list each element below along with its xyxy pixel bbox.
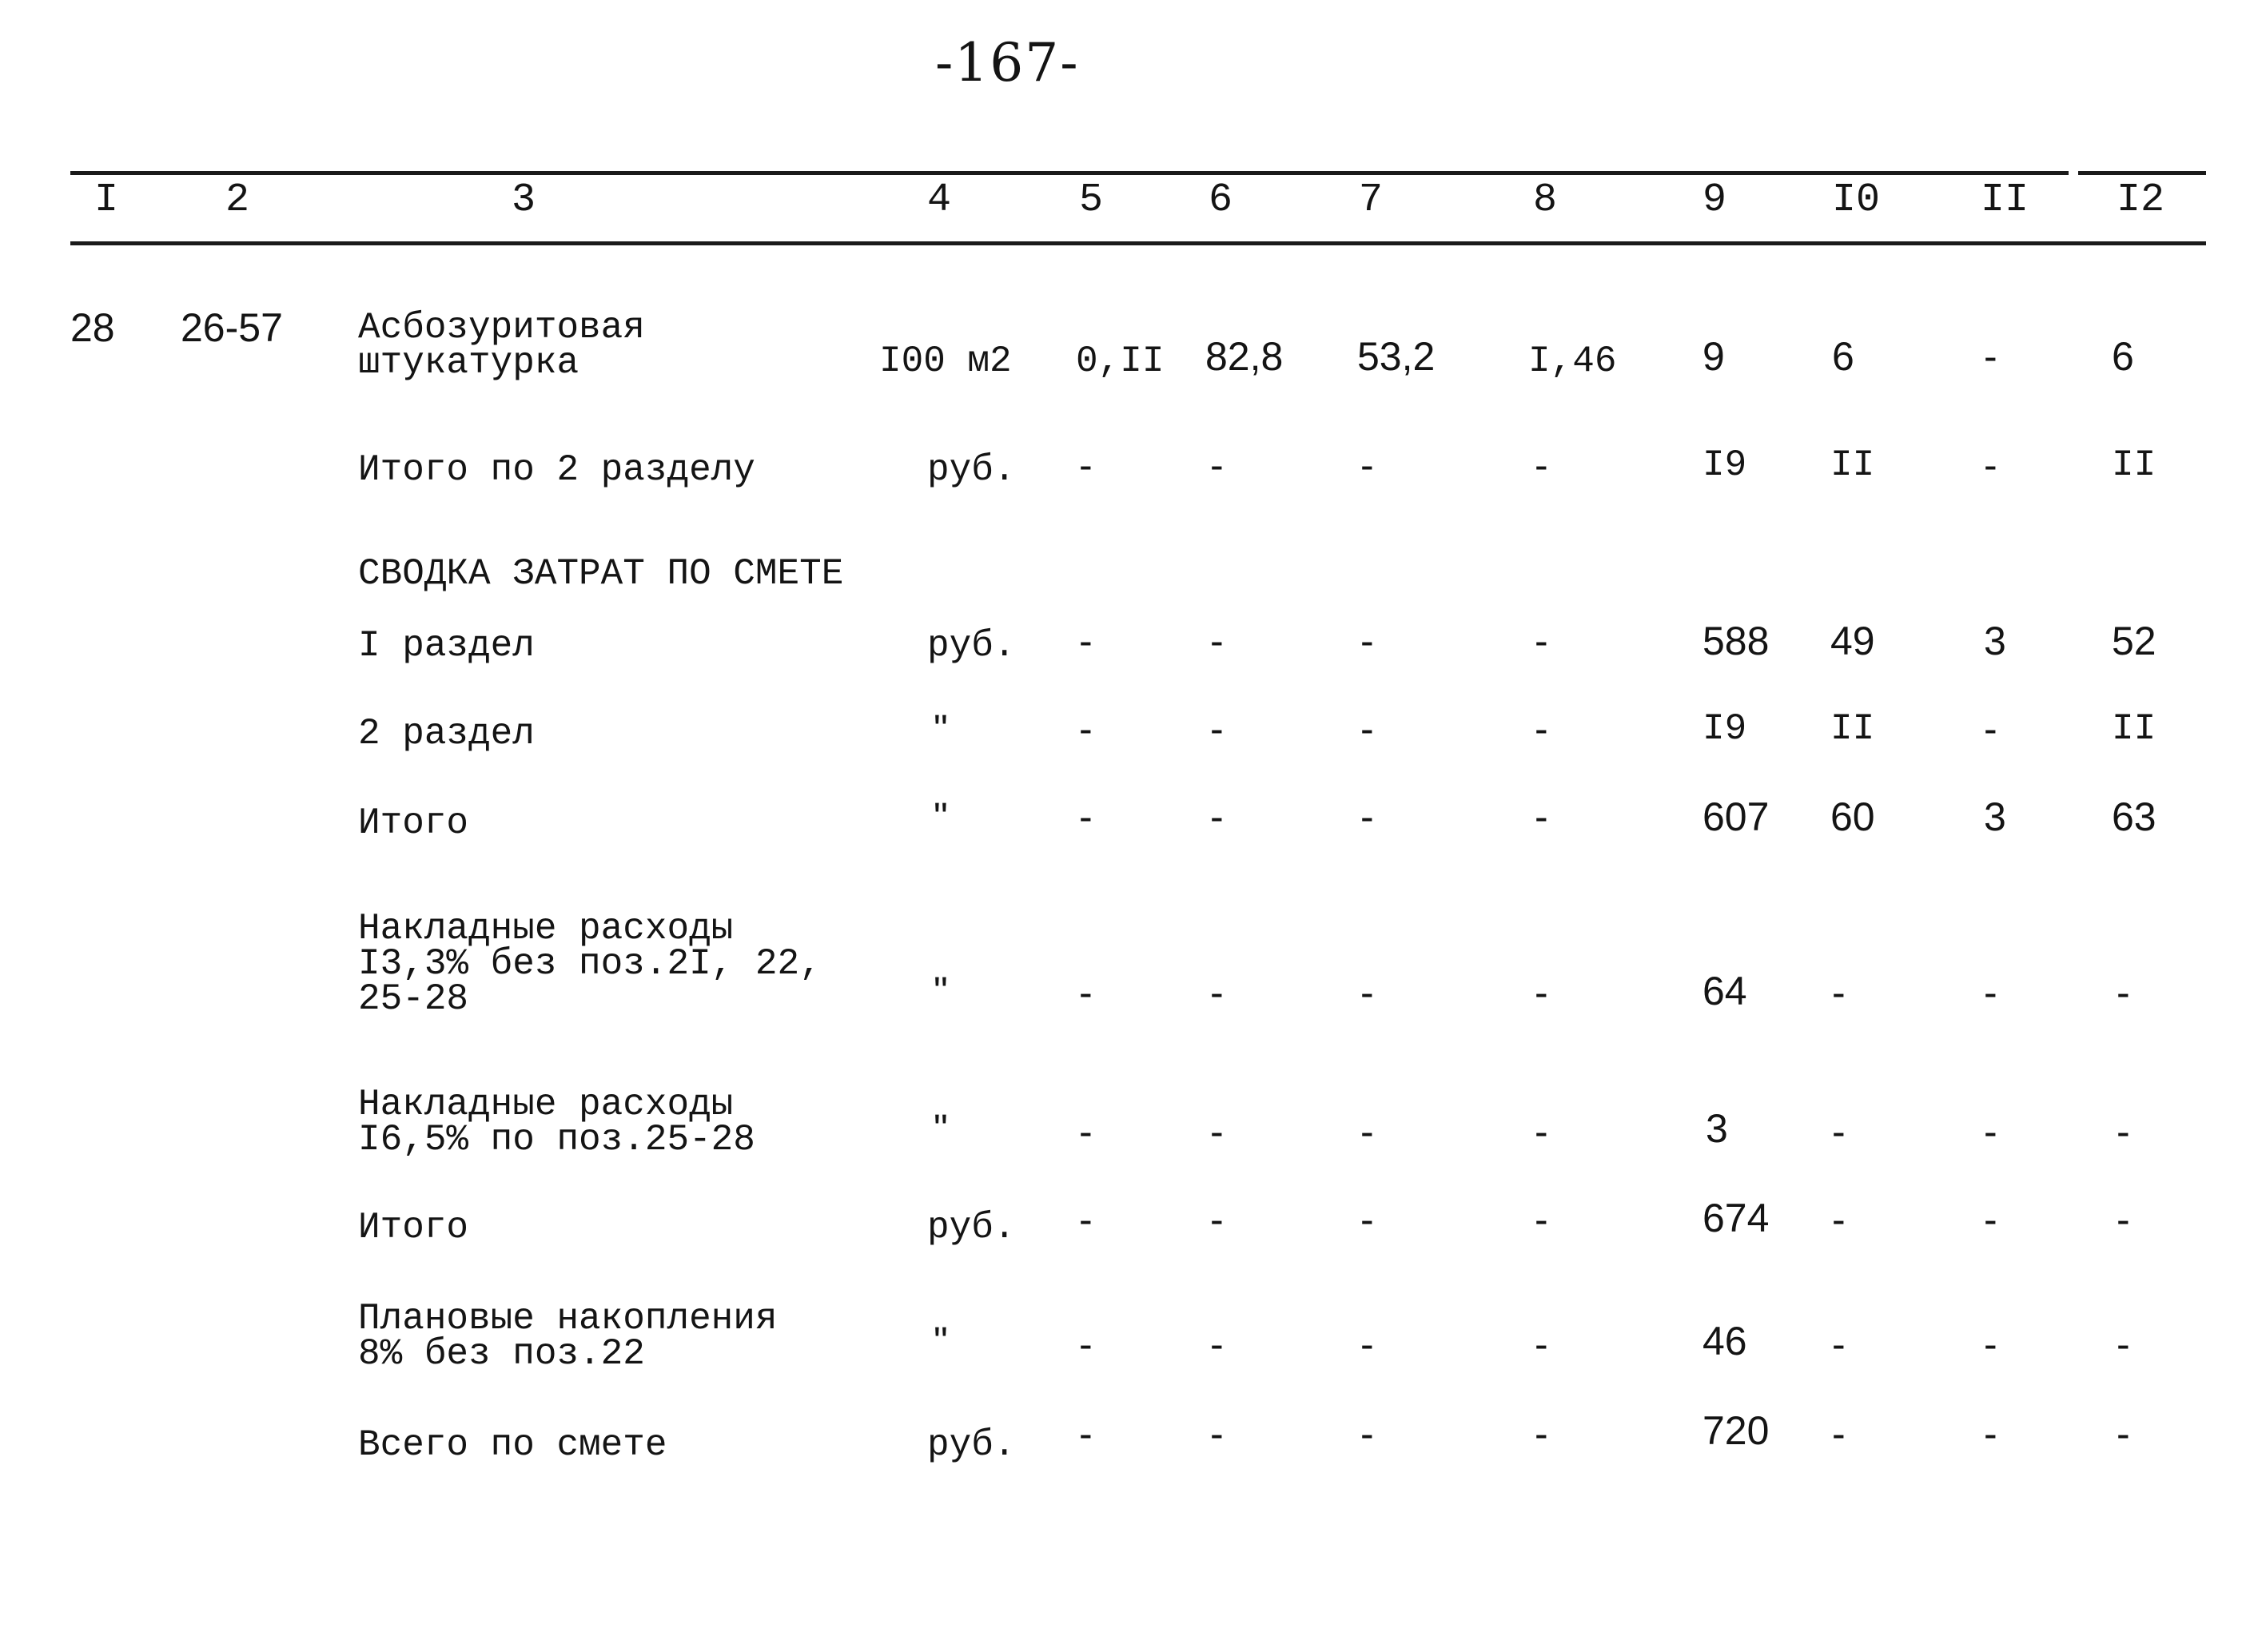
cell-col-6: - <box>1210 794 1224 839</box>
cell-col-7: - <box>1360 443 1374 488</box>
cell-col-12: II <box>2112 444 2156 486</box>
cell-col-11: - <box>1984 443 1997 488</box>
page-number: -167- <box>935 32 1080 94</box>
cell-col-5: 0,II <box>1076 340 1165 382</box>
cell-description-line: Накладные расходы <box>358 908 734 949</box>
cell-col-10: - <box>1832 1197 1846 1242</box>
cell-col-10: 60 <box>1830 794 1875 839</box>
cell-col-10: 6 <box>1832 334 1854 379</box>
cell-description-line: 25-28 <box>358 978 469 1020</box>
cell-col-10: 49 <box>1830 619 1875 663</box>
cell-col-9: I9 <box>1702 708 1747 750</box>
header-col-8: 8 <box>1533 177 1558 223</box>
cell-col-11: - <box>1984 334 1997 379</box>
cell-description-line: Всего по смете <box>358 1424 667 1466</box>
cell-position-number: 28 <box>70 305 115 350</box>
cell-col-12: - <box>2117 1109 2130 1154</box>
cell-unit: руб. <box>927 449 1016 491</box>
cell-col-6: - <box>1210 619 1224 663</box>
cell-col-12: 6 <box>2112 334 2134 379</box>
table-header-bottom-rule <box>70 241 2206 245</box>
cell-col-5: - <box>1079 443 1093 488</box>
header-col-4: 4 <box>927 177 952 223</box>
cell-col-11: - <box>1984 970 1997 1015</box>
cell-col-8: I,46 <box>1528 340 1617 382</box>
cell-col-8: - <box>1535 1197 1548 1242</box>
cell-col-8: - <box>1535 970 1548 1015</box>
header-col-12: I2 <box>2117 177 2165 223</box>
header-col-9: 9 <box>1702 177 1727 223</box>
header-col-11: II <box>1981 177 2029 223</box>
cell-col-7: - <box>1360 1109 1374 1154</box>
cell-col-5: - <box>1079 794 1093 839</box>
cell-description-line: Накладные расходы <box>358 1084 734 1125</box>
cell-col-11: - <box>1984 1411 1997 1456</box>
cell-col-5: - <box>1079 619 1093 663</box>
cell-col-9: 720 <box>1702 1408 1770 1453</box>
cell-col-8: - <box>1535 1109 1548 1154</box>
cell-unit: I00 м2 <box>879 340 1012 382</box>
cell-col-7: - <box>1360 970 1374 1015</box>
cell-col-8: - <box>1535 1322 1548 1367</box>
cell-description-line: I3,3% без поз.2I, 22, <box>358 943 822 985</box>
section-heading: СВОДКА ЗАТРАТ ПО СМЕТЕ <box>358 553 844 595</box>
cell-col-10: - <box>1832 1109 1846 1154</box>
cell-col-5: - <box>1079 1411 1093 1456</box>
cell-col-7: - <box>1360 1197 1374 1242</box>
cell-col-7: - <box>1360 794 1374 839</box>
cell-col-12: - <box>2117 970 2130 1015</box>
cell-description-line: Итого <box>358 802 469 844</box>
cell-col-9: 9 <box>1702 334 1725 379</box>
cell-col-5: - <box>1079 707 1093 751</box>
cell-col-11: - <box>1984 1322 1997 1367</box>
header-col-7: 7 <box>1359 177 1384 223</box>
cell-col-8: - <box>1535 794 1548 839</box>
table-top-rule-col12 <box>2078 171 2206 175</box>
cell-description-line: Плановые накопления <box>358 1298 778 1340</box>
header-col-6: 6 <box>1209 177 1233 223</box>
header-col-5: 5 <box>1079 177 1104 223</box>
table-top-rule <box>70 171 2069 175</box>
cell-col-6: - <box>1210 1109 1224 1154</box>
cell-col-8: - <box>1535 619 1548 663</box>
cell-col-10: - <box>1832 970 1846 1015</box>
cell-description-line: Итого по 2 разделу <box>358 449 755 491</box>
cell-col-8: - <box>1535 443 1548 488</box>
cell-col-7: - <box>1360 1322 1374 1367</box>
cell-unit: руб. <box>927 1207 1016 1248</box>
cell-col-11: - <box>1984 1109 1997 1154</box>
cell-unit: " <box>934 1106 948 1151</box>
cell-col-5: - <box>1079 1322 1093 1367</box>
cell-col-11: 3 <box>1984 794 2006 839</box>
cell-col-6: - <box>1210 1411 1224 1456</box>
cell-col-12: 63 <box>2112 794 2156 839</box>
cell-col-6: - <box>1210 443 1224 488</box>
cell-col-10: II <box>1830 708 1875 750</box>
cell-col-6: - <box>1210 707 1224 751</box>
cell-col-12: - <box>2117 1322 2130 1367</box>
cell-col-5: - <box>1079 1197 1093 1242</box>
cell-col-9: 607 <box>1702 794 1770 839</box>
cell-unit: " <box>934 707 948 751</box>
cell-unit: руб. <box>927 625 1016 667</box>
cell-description-line: 2 раздел <box>358 713 535 754</box>
cell-col-6: - <box>1210 1197 1224 1242</box>
cell-col-7: - <box>1360 707 1374 751</box>
cell-unit: " <box>934 969 948 1013</box>
cell-col-9: I9 <box>1702 444 1747 486</box>
cell-description-line: штукатурка <box>358 342 579 384</box>
cell-col-8: - <box>1535 1411 1548 1456</box>
header-col-3: 3 <box>512 177 536 223</box>
cell-col-6: 82,8 <box>1205 334 1284 379</box>
cell-col-9: 588 <box>1702 619 1770 663</box>
cell-col-12: II <box>2112 708 2156 750</box>
cell-norm-code: 26-57 <box>181 305 283 350</box>
cell-col-8: - <box>1535 707 1548 751</box>
cell-col-7: - <box>1360 619 1374 663</box>
cell-col-9: 64 <box>1702 969 1747 1013</box>
cell-col-9: 46 <box>1702 1319 1747 1363</box>
cell-col-10: - <box>1832 1322 1846 1367</box>
cell-col-7: 53,2 <box>1357 334 1436 379</box>
cell-description-line: Асбозуритовая <box>358 307 645 348</box>
cell-col-6: - <box>1210 1322 1224 1367</box>
cell-col-11: - <box>1984 1197 1997 1242</box>
header-col-2: 2 <box>225 177 250 223</box>
cell-col-12: - <box>2117 1411 2130 1456</box>
cell-col-6: - <box>1210 970 1224 1015</box>
cell-col-9: 674 <box>1702 1196 1770 1240</box>
cell-col-5: - <box>1079 1109 1093 1154</box>
cell-description-line: I раздел <box>358 625 535 667</box>
cell-col-12: - <box>2117 1197 2130 1242</box>
header-col-10: I0 <box>1832 177 1881 223</box>
cell-description-line: 8% без поз.22 <box>358 1333 645 1375</box>
cell-col-9: 3 <box>1706 1106 1728 1151</box>
cell-col-7: - <box>1360 1411 1374 1456</box>
cell-col-10: - <box>1832 1411 1846 1456</box>
cell-col-12: 52 <box>2112 619 2156 663</box>
header-col-1: I <box>94 177 119 223</box>
cell-col-10: II <box>1830 444 1875 486</box>
cell-unit: " <box>934 1319 948 1363</box>
cell-description-line: I6,5% по поз.25-28 <box>358 1119 755 1160</box>
cell-col-5: - <box>1079 970 1093 1015</box>
cell-description-line: Итого <box>358 1207 469 1248</box>
cell-unit: руб. <box>927 1424 1016 1466</box>
cell-col-11: - <box>1984 707 1997 751</box>
cell-unit: " <box>934 794 948 839</box>
cell-col-11: 3 <box>1984 619 2006 663</box>
